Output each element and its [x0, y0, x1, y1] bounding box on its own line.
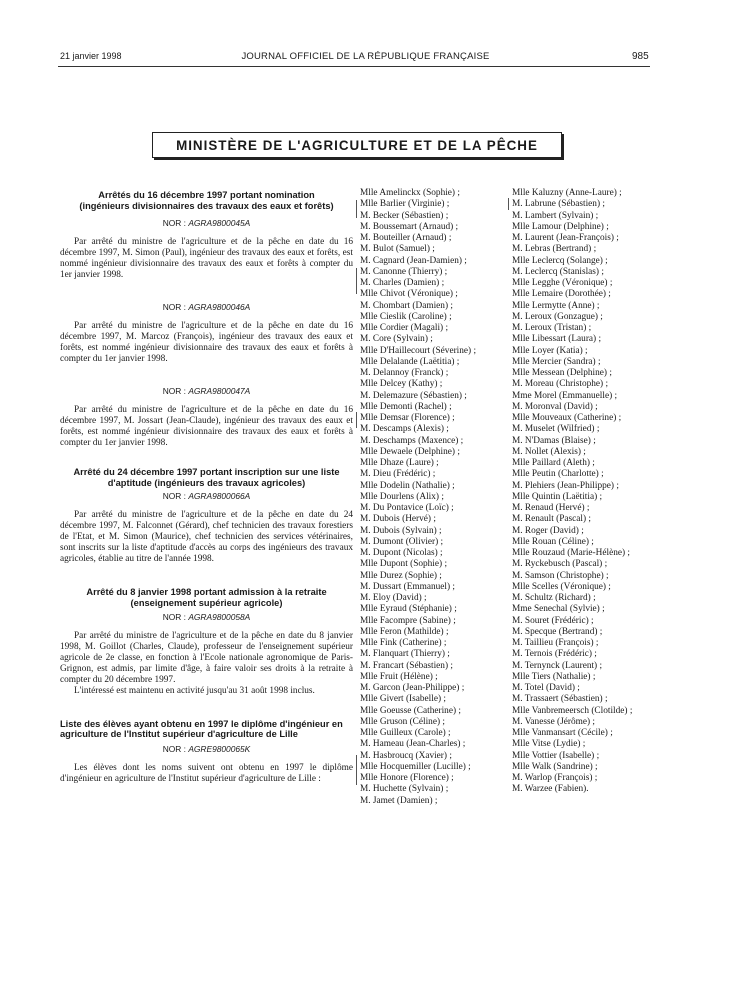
nor-reference	[60, 612, 353, 623]
graduate-name: Mlle Givert (Isabelle) ;	[360, 694, 446, 705]
graduate-name: Mlle Delalande (Laëtitia) ;	[360, 356, 460, 367]
graduate-name: M. Moreau (Christophe) ;	[512, 379, 609, 390]
nor-code: AGRA9800058A	[188, 611, 251, 622]
graduate-name: Mlle Demsar (Florence) ;	[360, 413, 455, 423]
graduate-name: M. Warlop (François) ;	[512, 773, 598, 783]
graduate-name: Mlle Mercier (Sandra) ;	[512, 356, 601, 367]
left-column	[60, 190, 353, 785]
graduate-name: Mlle Goeusse (Catherine) ;	[360, 705, 461, 716]
graduate-name: M. Bulot (Samuel) ;	[360, 244, 435, 255]
graduate-name: Mlle Durez (Sophie) ;	[360, 570, 442, 581]
graduate-name: M. Totel (David) ;	[512, 683, 580, 693]
graduate-name: Mlle Rouan (Céline) ;	[512, 536, 594, 547]
graduate-name: Mlle Vitse (Lydie) ;	[512, 739, 586, 750]
article-paragraph: Par arrêté du ministre de l'agriculture et de la pêche en date du 16 décembre 1997, M. Marcoz (François), ingénieur des travaux des eaux et forêts, est nommé ingénieur divisionnaire des travaux des eaux et forêts à compter du 1er janvier 1998.	[60, 321, 353, 365]
graduate-name: Mlle Quintin (Laëtitia) ;	[512, 491, 603, 502]
graduate-name: M. Canonne (Thierry) ;	[360, 266, 448, 277]
nor-label: NOR :	[162, 743, 186, 754]
article-paragraph: Par arrêté du ministre de l'agriculture et de la pêche en date du 16 décembre 1997, M. Simon (Paul), ingénieur des travaux des eaux et forêts, est nommé ingénieur divisionnaire des travaux des eaux et forêts à compter du 1er janvier 1998.	[60, 237, 353, 281]
graduate-name: Mlle Lemaire (Dorothée) ;	[512, 289, 611, 300]
graduate-name: Mlle Delcey (Kathy) ;	[360, 379, 443, 390]
graduate-name: M. Souret (Frédéric) ;	[512, 615, 594, 626]
graduate-name: M. Descamps (Alexis) ;	[360, 424, 449, 435]
graduate-name: Mme Morel (Emmanuelle) ;	[512, 390, 618, 401]
header-date: 21 janvier 1998	[60, 51, 122, 61]
graduate-name: M. Deschamps (Maxence) ;	[360, 435, 464, 446]
graduate-name: Mlle Walk (Sandrine) ;	[512, 761, 598, 772]
graduate-name: Mlle Dourlens (Alix) ;	[360, 491, 444, 502]
graduate-name: M. Nollet (Alexis) ;	[512, 446, 586, 457]
margin-mark	[356, 755, 357, 785]
nor-label: NOR :	[162, 491, 186, 502]
graduate-name: Mlle Dewaele (Delphine) ;	[360, 446, 460, 457]
graduate-name: Mlle Lamour (Delphine) ;	[512, 221, 609, 232]
graduate-name: M. Hasbroucq (Xavier) ;	[360, 750, 452, 761]
graduate-name: Mlle Vanmansart (Cécile) ;	[512, 728, 613, 738]
graduate-name: Mlle Legghe (Véronique) ;	[512, 278, 613, 288]
graduate-name: M. Delannoy (Franck) ;	[360, 368, 449, 378]
nor-code: AGRE9800065K	[188, 743, 251, 754]
graduate-name: M. Ternois (Frédéric) ;	[512, 649, 597, 660]
graduate-name: M. Dumont (Olivier) ;	[360, 536, 444, 547]
nor-label: NOR :	[162, 611, 186, 622]
graduate-name: Mlle Guilleux (Carole) ;	[360, 728, 451, 738]
graduate-name: Mlle Scelles (Véronique) ;	[512, 581, 611, 592]
graduate-name: Mlle Vottier (Isabelle) ;	[512, 750, 600, 761]
page-number: 985	[632, 51, 649, 62]
graduate-name: Mlle Paillard (Aleth) ;	[512, 458, 595, 468]
graduate-name: Mlle Dhaze (Laure) ;	[360, 458, 439, 468]
ministry-title	[152, 132, 562, 158]
graduate-name: M. Renaud (Hervé) ;	[512, 503, 590, 513]
article-title: Arrêtés du 16 décembre 1997 portant nomination (ingénieurs divisionnaires des travaux des eaux et forêts)	[79, 190, 334, 211]
graduate-name: Mlle Facompre (Sabine) ;	[360, 615, 456, 626]
graduate-name: Mlle Feron (Mathilde) ;	[360, 626, 449, 637]
graduate-name: M. Flanquart (Thierry) ;	[360, 649, 450, 660]
graduate-name: M. Leroux (Tristan) ;	[512, 323, 592, 333]
article-paragraph: L'intéressé est maintenu en activité jusqu'au 31 août 1998 inclus.	[74, 685, 315, 696]
graduate-name: M. Charles (Damien) ;	[360, 278, 445, 288]
graduate-name: Mlle Lermytte (Anne) ;	[512, 300, 600, 311]
nor-label: NOR :	[162, 386, 186, 397]
graduate-name: M. Bouteiller (Arnaud) ;	[360, 233, 452, 243]
graduate-name: M. Dubois (Sylvain) ;	[360, 525, 442, 536]
article-paragraph: Les élèves dont les noms suivent ont obtenu en 1997 le diplôme d'ingénieur en agriculture de l'Institut supérieur d'agriculture de Lille :	[60, 762, 353, 784]
graduate-name: Mlle Leclercq (Solange) ;	[512, 255, 608, 266]
graduate-name: Mlle Cieslik (Caroline) ;	[360, 311, 452, 322]
graduate-name: M. Delemazure (Sébastien) ;	[360, 390, 467, 401]
header-divider	[58, 66, 650, 67]
graduate-name: Mlle Loyer (Katia) ;	[512, 345, 588, 356]
nor-label: NOR :	[162, 218, 186, 229]
graduate-name: M. Plehiers (Jean-Philippe) ;	[512, 480, 619, 491]
graduate-name: M. Vanesse (Jérôme) ;	[512, 716, 595, 727]
article-paragraph: Par arrêté du ministre de l'agriculture et de la pêche en date du 8 janvier 1998, M. Goillot (Charles, Claude), professeur de l'enseignement supérieur agricole de 2e classe, en fonction à l'Ecole nationale agronomique de Paris-Grignon, est admis, par limite d'âge, à faire valoir ses droits à la retraite à compter du 20 décembre 1997.	[60, 630, 353, 685]
graduate-name: Mlle Tiers (Nathalie) ;	[512, 671, 596, 682]
graduate-name: M. Dubois (Hervé) ;	[360, 514, 436, 525]
graduate-name: M. Eloy (David) ;	[360, 593, 427, 603]
graduate-name: M. Francart (Sébastien) ;	[360, 660, 453, 671]
graduate-name: Mlle Honore (Florence) ;	[360, 773, 454, 783]
graduate-name: Mlle Cordier (Magali) ;	[360, 323, 449, 333]
article-paragraph: Par arrêté du ministre de l'agriculture et de la pêche en date du 24 décembre 1997, M. Falconnet (Gérard), chef technicien des travaux forestiers de l'Etat, et M. Simon (Maurice), chef technicien des services vétérinaires, sont inscrits sur la liste d'aptitude d'accès au corps des ingénieurs des travaux agricoles, établie au titre de l'année 1998.	[60, 510, 353, 565]
margin-mark	[508, 198, 509, 210]
margin-mark	[356, 200, 357, 218]
graduate-name: Mlle Libessart (Laura) ;	[512, 334, 602, 345]
graduate-name: M. Laurent (Jean-François) ;	[512, 233, 619, 243]
graduate-name: M. Lebras (Bertrand) ;	[512, 244, 597, 255]
graduate-name: M. Renault (Pascal) ;	[512, 514, 592, 525]
graduate-name: M. Trassaert (Sébastien) ;	[512, 694, 608, 705]
graduate-name: Mlle Fruit (Hélène) ;	[360, 671, 438, 682]
graduate-name: M. Labrune (Sébastien) ;	[512, 199, 605, 210]
graduate-name: M. Dussart (Emmanuel) ;	[360, 581, 456, 592]
graduate-name: M. Roger (David) ;	[512, 525, 584, 536]
graduate-name: Mlle Chivot (Véronique) ;	[360, 289, 458, 300]
graduate-name: M. Schultz (Richard) ;	[512, 593, 596, 603]
graduate-name: Mlle Hocquemiller (Lucille) ;	[360, 761, 471, 772]
graduate-name: M. Chombart (Damien) ;	[360, 300, 453, 311]
graduate-name: M. Huchette (Sylvain) ;	[360, 784, 449, 795]
graduate-name: Mlle Peutin (Charlotte) ;	[512, 469, 604, 480]
margin-mark	[356, 412, 357, 428]
graduate-name: Mlle Kaluzny (Anne-Laure) ;	[512, 188, 622, 198]
nor-code: AGRA9800046A	[188, 302, 251, 313]
graduate-name: M. Du Pontavice (Loïc) ;	[360, 503, 454, 513]
graduate-name: M. Samson (Christophe) ;	[512, 570, 609, 581]
graduate-name: Mlle D'Haillecourt (Séverine) ;	[360, 345, 477, 356]
nor-label: NOR :	[162, 302, 186, 313]
graduates-list-column-2	[512, 188, 662, 796]
margin-mark	[356, 268, 357, 294]
article-paragraph: Par arrêté du ministre de l'agriculture et de la pêche en date du 16 décembre 1997, M. Jossart (Jean-Claude), ingénieur des travaux des eaux et forêts, est nommé ingénieur divisionnaire des travaux des eaux et forêts à compter du 1er janvier 1998.	[60, 405, 353, 449]
graduate-name: M. Dupont (Nicolas) ;	[360, 548, 443, 558]
graduate-name: Mlle Dodelin (Nathalie) ;	[360, 480, 455, 491]
graduate-name: Mlle Amelinckx (Sophie) ;	[360, 188, 460, 198]
graduate-name: Mlle Mouveaux (Catherine) ;	[512, 413, 622, 423]
graduate-name: M. Taillieu (François) ;	[512, 638, 599, 648]
graduate-name: Mlle Messean (Delphine) ;	[512, 368, 612, 378]
graduate-name: M. Leroux (Gonzague) ;	[512, 311, 603, 322]
graduate-name: Mlle Eyraud (Stéphanie) ;	[360, 604, 457, 615]
graduate-name: M. Specque (Bertrand) ;	[512, 626, 603, 637]
graduate-name: Mlle Vanbremeersch (Clotilde) ;	[512, 705, 633, 716]
graduate-name: M. Ternynck (Laurent) ;	[512, 660, 603, 671]
graduate-name: M. N'Damas (Blaise) ;	[512, 435, 596, 446]
nor-reference	[60, 302, 353, 313]
graduate-name: Mlle Fink (Catherine) ;	[360, 638, 447, 648]
graduate-name: M. Garcon (Jean-Philippe) ;	[360, 683, 465, 693]
nor-code: AGRA9800066A	[188, 491, 251, 502]
article-title: Arrêté du 8 janvier 1998 portant admission à la retraite (enseignement supérieur agricole)	[86, 587, 327, 608]
nor-reference	[60, 491, 353, 502]
graduate-name: M. Leclercq (Stanislas) ;	[512, 266, 604, 277]
article-title: Liste des élèves ayant obtenu en 1997 le diplôme d'ingénieur en agriculture de l'Institut supérieur d'agriculture de Lille	[60, 718, 343, 740]
graduate-name: M. Dieu (Frédéric) ;	[360, 469, 436, 480]
article-title: Arrêté du 24 décembre 1997 portant inscription sur une liste d'aptitude (ingénieurs des travaux agricoles)	[73, 467, 340, 488]
graduate-name: M. Core (Sylvain) ;	[360, 334, 433, 345]
graduate-name: M. Warzee (Fabien).	[512, 784, 589, 795]
graduate-name: Mlle Gruson (Céline) ;	[360, 716, 445, 727]
ministry-title-text: MINISTÈRE DE L'AGRICULTURE ET DE LA PÊCHE	[176, 137, 538, 153]
journal-title: JOURNAL OFFICIEL DE LA RÉPUBLIQUE FRANÇAISE	[241, 51, 490, 62]
graduate-name: M. Becker (Sébastien) ;	[360, 210, 449, 221]
graduate-name: Mlle Barlier (Virginie) ;	[360, 199, 450, 210]
graduate-name: M. Muselet (Wilfried) ;	[512, 424, 600, 435]
graduate-name: M. Cagnard (Jean-Damien) ;	[360, 255, 467, 266]
nor-code: AGRA9800045A	[188, 218, 251, 229]
graduate-name: M. Jamet (Damien) ;	[360, 795, 438, 806]
graduate-name: M. Hameau (Jean-Charles) ;	[360, 739, 466, 750]
graduate-name: M. Moronval (David) ;	[512, 401, 598, 412]
nor-reference	[60, 386, 353, 397]
graduate-name: Mlle Rouzaud (Marie-Hélène) ;	[512, 548, 630, 558]
graduate-name: Mme Senechal (Sylvie) ;	[512, 604, 605, 615]
nor-reference	[60, 744, 353, 755]
graduate-name: M. Ryckebusch (Pascal) ;	[512, 559, 608, 570]
nor-code: AGRA9800047A	[188, 386, 251, 397]
nor-reference	[60, 218, 353, 229]
graduate-name: M. Boussemart (Arnaud) ;	[360, 221, 459, 232]
graduate-name: M. Lambert (Sylvain) ;	[512, 210, 599, 221]
graduate-name: Mlle Dupont (Sophie) ;	[360, 559, 448, 570]
graduate-name: Mlle Demonti (Rachel) ;	[360, 401, 452, 412]
graduates-list-column-1	[360, 188, 510, 807]
